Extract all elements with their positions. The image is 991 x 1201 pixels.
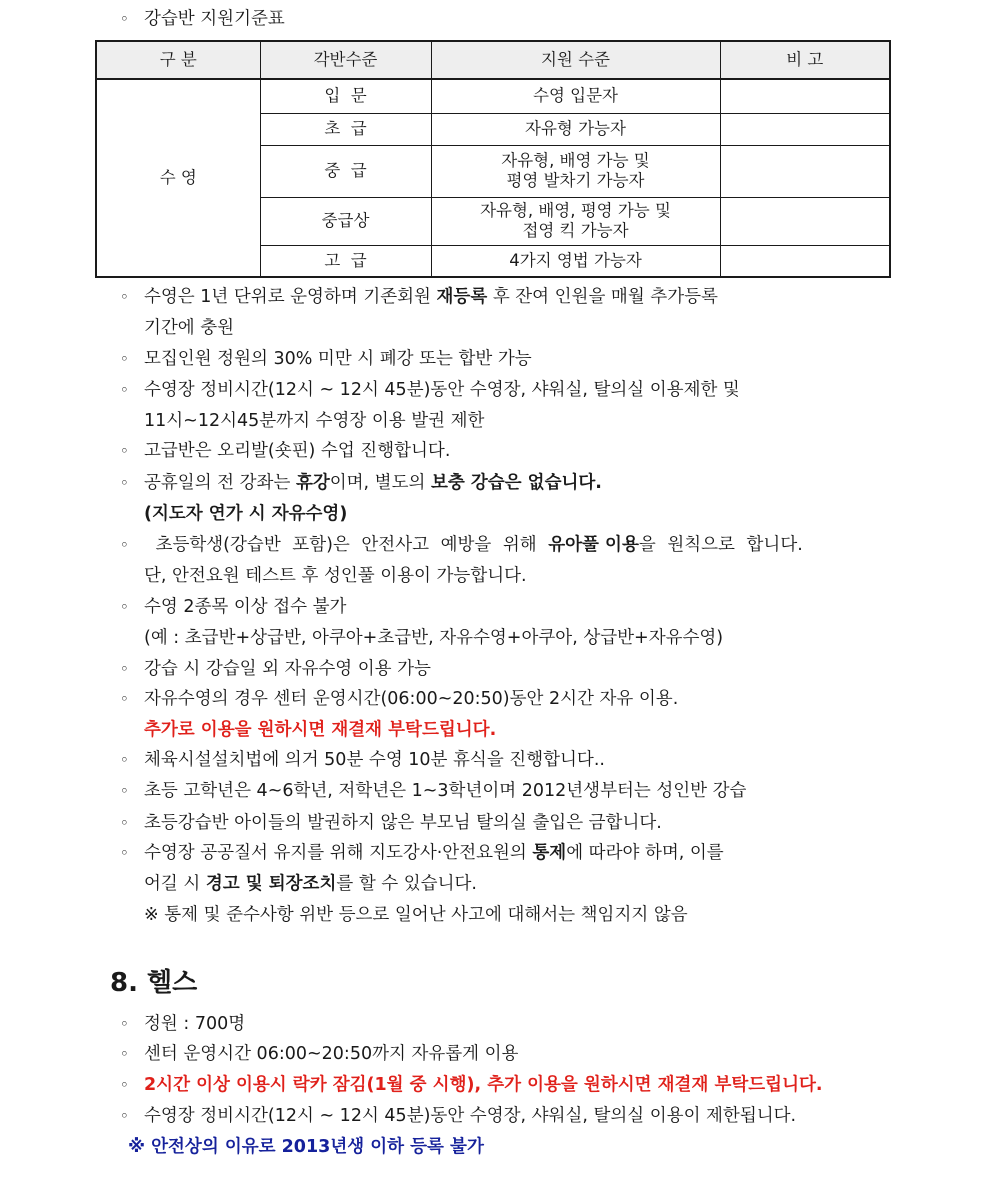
swim-note-7-cont: (예 : 초급반+상급반, 아쿠아+초급반, 자유수영+아쿠아, 상급반+자유수영) bbox=[144, 628, 724, 648]
note-bold: 경고 및 퇴장조치 bbox=[205, 874, 337, 894]
swim-note-4 bbox=[120, 439, 450, 463]
header-note: 비 고 bbox=[720, 41, 890, 79]
header-level: 각반수준 bbox=[260, 41, 431, 79]
table-header-row bbox=[96, 41, 890, 79]
bullet-marker: ◦ bbox=[120, 1015, 129, 1033]
note-text: 이며, 별도의 bbox=[329, 473, 431, 493]
support-line: 자유형, 배영 가능 및 bbox=[501, 151, 650, 170]
bullet-marker: ◦ bbox=[120, 598, 129, 616]
swim-note-10 bbox=[120, 748, 605, 772]
note-bold: 통제 bbox=[532, 843, 567, 863]
note-text: 수영은 1년 단위로 운영하며 기존회원 bbox=[144, 287, 437, 307]
level-cell: 고 급 bbox=[260, 245, 431, 277]
note-bold: 재등록 bbox=[436, 287, 488, 307]
support-cell bbox=[431, 197, 720, 245]
support-cell: 수영 입문자 bbox=[431, 79, 720, 113]
header-support: 지원 수준 bbox=[431, 41, 720, 79]
bullet-marker: ◦ bbox=[120, 381, 129, 399]
swim-note-5-cont: (지도자 연가 시 자유수영) bbox=[144, 504, 348, 524]
support-criteria-table bbox=[95, 40, 891, 278]
swim-note-5 bbox=[120, 471, 602, 495]
health-item-text: 센터 운영시간 06:00~20:50까지 자유롭게 이용 bbox=[144, 1044, 519, 1064]
bullet-marker: ◦ bbox=[120, 1076, 129, 1094]
health-age-note: ※ 안전상의 이유로 2013년생 이하 등록 불가 bbox=[128, 1137, 484, 1157]
swim-note-2 bbox=[120, 347, 532, 371]
note-text: 을 원칙으로 합니다. bbox=[638, 535, 803, 555]
bullet-marker: ◦ bbox=[120, 660, 129, 678]
level-cell: 초 급 bbox=[260, 113, 431, 145]
swim-note-7 bbox=[120, 595, 346, 619]
note-text: 공휴일의 전 강좌는 bbox=[144, 473, 296, 493]
swim-note-6 bbox=[120, 533, 895, 557]
note-text: 체육시설설치법에 의거 50분 수영 10분 휴식을 진행합니다.. bbox=[144, 750, 605, 770]
swim-note-1-cont: 기간에 충원 bbox=[144, 318, 235, 338]
bullet-marker: ◦ bbox=[120, 536, 129, 554]
bullet-marker: ◦ bbox=[120, 814, 129, 832]
note-text: 초등학생(강습반 포함)은 안전사고 예방을 위해 bbox=[144, 535, 549, 555]
note-bold: 휴강 bbox=[295, 473, 330, 493]
note-text: 고급반은 오리발(숏핀) 수업 진행합니다. bbox=[144, 441, 451, 461]
level-cell: 입 문 bbox=[260, 79, 431, 113]
swim-note-12 bbox=[120, 811, 662, 835]
note-text: 강습 시 강습일 외 자유수영 이용 가능 bbox=[144, 659, 431, 679]
note-text: 자유수영의 경우 센터 운영시간(06:00~20:50)동안 2시간 자유 이용. bbox=[144, 689, 679, 709]
note-cell bbox=[720, 79, 890, 113]
support-line: 자유형, 배영, 평영 가능 및 bbox=[480, 201, 671, 220]
note-text: 수영장 공공질서 유지를 위해 지도강사·안전요원의 bbox=[144, 843, 533, 863]
level-cell: 중급상 bbox=[260, 197, 431, 245]
bullet-marker: ◦ bbox=[120, 10, 129, 28]
note-cell bbox=[720, 197, 890, 245]
bullet-marker: ◦ bbox=[120, 350, 129, 368]
swim-note-3-cont: 11시~12시45분까지 수영장 이용 발권 제한 bbox=[144, 411, 485, 431]
note-text: 에 따라야 하며, 이를 bbox=[566, 843, 724, 863]
section-heading bbox=[120, 7, 285, 31]
swim-note-13-cont bbox=[144, 872, 477, 896]
note-cell bbox=[720, 113, 890, 145]
note-text: 수영 2종목 이상 접수 불가 bbox=[144, 597, 347, 617]
swim-note-9-cont: 추가로 이용을 원하시면 재결재 부탁드립니다. bbox=[144, 720, 497, 740]
section-title: 강습반 지원기준표 bbox=[144, 9, 285, 29]
swim-note-6-cont: 단, 안전요원 테스트 후 성인풀 이용이 가능합니다. bbox=[144, 566, 527, 586]
support-line: 평영 발차기 가능자 bbox=[506, 171, 645, 190]
health-item bbox=[120, 1104, 796, 1128]
category-cell: 수 영 bbox=[96, 79, 260, 277]
swim-note-8 bbox=[120, 657, 431, 681]
note-bold: 유아풀 이용 bbox=[548, 535, 639, 555]
bullet-marker: ◦ bbox=[120, 442, 129, 460]
note-text: 모집인원 정원의 30% 미만 시 폐강 또는 합반 가능 bbox=[144, 349, 532, 369]
note-text: 초등강습반 아이들의 발권하지 않은 부모님 탈의실 출입은 금합니다. bbox=[144, 813, 662, 833]
swim-note-13 bbox=[120, 841, 724, 865]
bullet-marker: ◦ bbox=[120, 474, 129, 492]
health-item-text: 2시간 이상 이용시 락카 잠김(1월 중 시행), 추가 이용을 원하시면 재결재 부탁드립니다. bbox=[144, 1075, 823, 1095]
swim-note-1 bbox=[120, 285, 718, 309]
note-text: 후 잔여 인원을 매월 추가등록 bbox=[487, 287, 718, 307]
bullet-marker: ◦ bbox=[120, 1107, 129, 1125]
health-item-text: 수영장 정비시간(12시 ~ 12시 45분)동안 수영장, 샤워실, 탈의실 이용이 제한됩니다. bbox=[144, 1106, 797, 1126]
health-item bbox=[120, 1012, 245, 1036]
note-text: 를 할 수 있습니다. bbox=[336, 874, 477, 894]
swim-note-11 bbox=[120, 779, 746, 803]
swim-note-9 bbox=[120, 687, 678, 711]
bullet-marker: ◦ bbox=[120, 844, 129, 862]
note-cell bbox=[720, 145, 890, 197]
note-text: 수영장 정비시간(12시 ~ 12시 45분)동안 수영장, 샤워실, 탈의실 이용제한 및 bbox=[144, 380, 740, 400]
header-category: 구 분 bbox=[96, 41, 260, 79]
note-text: 어길 시 bbox=[144, 874, 206, 894]
swim-note-3 bbox=[120, 378, 740, 402]
table-row bbox=[96, 79, 890, 113]
bullet-marker: ◦ bbox=[120, 751, 129, 769]
support-cell: 4가지 영법 가능자 bbox=[431, 245, 720, 277]
health-item bbox=[120, 1042, 518, 1066]
bullet-marker: ◦ bbox=[120, 288, 129, 306]
note-bold: 보충 강습은 없습니다. bbox=[430, 473, 602, 493]
note-cell bbox=[720, 245, 890, 277]
swim-note-13-disclaimer: ※ 통제 및 준수사항 위반 등으로 일어난 사고에 대해서는 책임지지 않음 bbox=[144, 905, 688, 925]
support-line: 접영 킥 가능자 bbox=[522, 221, 629, 240]
bullet-marker: ◦ bbox=[120, 782, 129, 800]
support-cell bbox=[431, 145, 720, 197]
level-cell: 중 급 bbox=[260, 145, 431, 197]
health-item bbox=[120, 1073, 823, 1097]
health-item-text: 정원 : 700명 bbox=[144, 1014, 246, 1034]
support-cell: 자유형 가능자 bbox=[431, 113, 720, 145]
health-section-title: 8. 헬스 bbox=[110, 968, 198, 998]
bullet-marker: ◦ bbox=[120, 690, 129, 708]
note-text: 초등 고학년은 4~6학년, 저학년은 1~3학년이며 2012년생부터는 성인반 강습 bbox=[144, 781, 747, 801]
bullet-marker: ◦ bbox=[120, 1045, 129, 1063]
